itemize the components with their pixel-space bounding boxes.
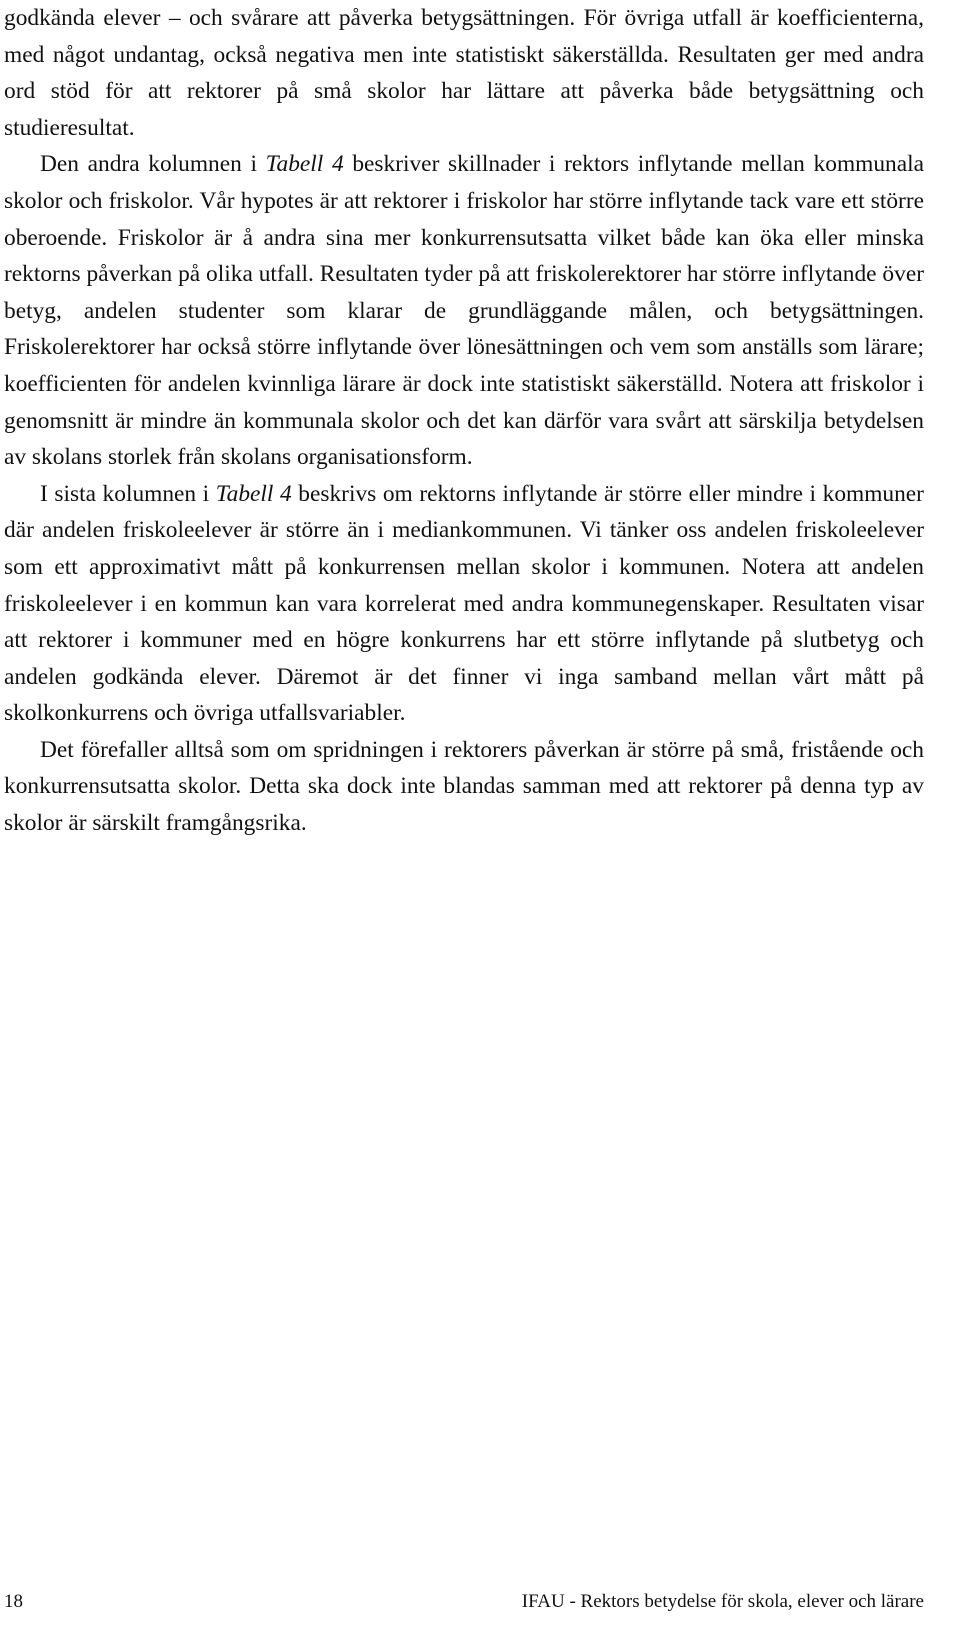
paragraph-1 xyxy=(4,0,924,146)
page-number: 18 xyxy=(4,1591,23,1612)
paragraph-3 xyxy=(4,476,924,732)
paragraph-2-text-b: beskriver skillnader i rektors inflytande mellan kommunala skolor och friskolor. Vår hypotes är att rektorer i friskolor har större inflytande tack vare ett större oberoende. Friskolor är å andra sina mer konkurrensutsatta vilket både kan öka eller minska rektorns påverkan på olika utfall. Resultaten tyder på att friskolerektorer har större inflytande över betyg, andelen studenter som klarar de grundläggande målen, och betygsättningen. Friskolerektorer har också större inflytande över lönesättningen och vem som anställs som lärare; koefficienten för andelen kvinnliga lärare är dock inte statistiskt säkerställd. Notera att friskolor i genomsnitt är mindre än kommunala skolor och det kan därför vara svårt att särskilja betydelsen av skolans storlek från skolans organisationsform. xyxy=(4,151,924,471)
table-reference: Tabell 4 xyxy=(215,480,292,507)
paragraph-4-text: Det förefaller alltså som om spridningen i rektorers påverkan är större på små, fristående och konkurrensutsatta skolor. Detta ska dock inte blandas samman med att rektorer på denna typ av skolor är särskilt framgångsrika. xyxy=(4,736,924,837)
paragraph-1-text: godkända elever – och svårare att påverka betygsättningen. För övriga utfall är koefficienterna, med något undantag, också negativa men inte statistiskt säkerställda. Resultaten ger med andra ord stöd för att rektorer på små skolor har lättare att påverka både betygsättning och studieresultat. xyxy=(4,5,924,141)
running-title: IFAU - Rektors betydelse för skola, elever och lärare xyxy=(521,1591,924,1612)
table-reference: Tabell 4 xyxy=(265,151,344,178)
paragraph-4 xyxy=(4,732,924,842)
page-body xyxy=(4,0,924,842)
paragraph-2 xyxy=(4,146,924,475)
paragraph-3-text-a: I sista kolumnen i xyxy=(40,480,216,507)
paragraph-2-text-a: Den andra kolumnen i xyxy=(40,151,266,178)
paragraph-3-text-b: beskrivs om rektorns inflytande är större eller mindre i kommuner där andelen friskoleelever är större än i mediankommunen. Vi tänker oss andelen friskoleelever som ett approximativt mått på konkurrensen mellan skolor i kommunen. Notera att andelen friskoleelever i en kommun kan vara korrelerat med andra kommunegenskaper. Resultaten visar att rektorer i kommuner med en högre konkurrens har ett större inflytande på slutbetyg och andelen godkända elever. Däremot är det finner vi inga samband mellan vårt mått på skolkonkurrens och övriga utfallsvariabler. xyxy=(4,480,924,727)
